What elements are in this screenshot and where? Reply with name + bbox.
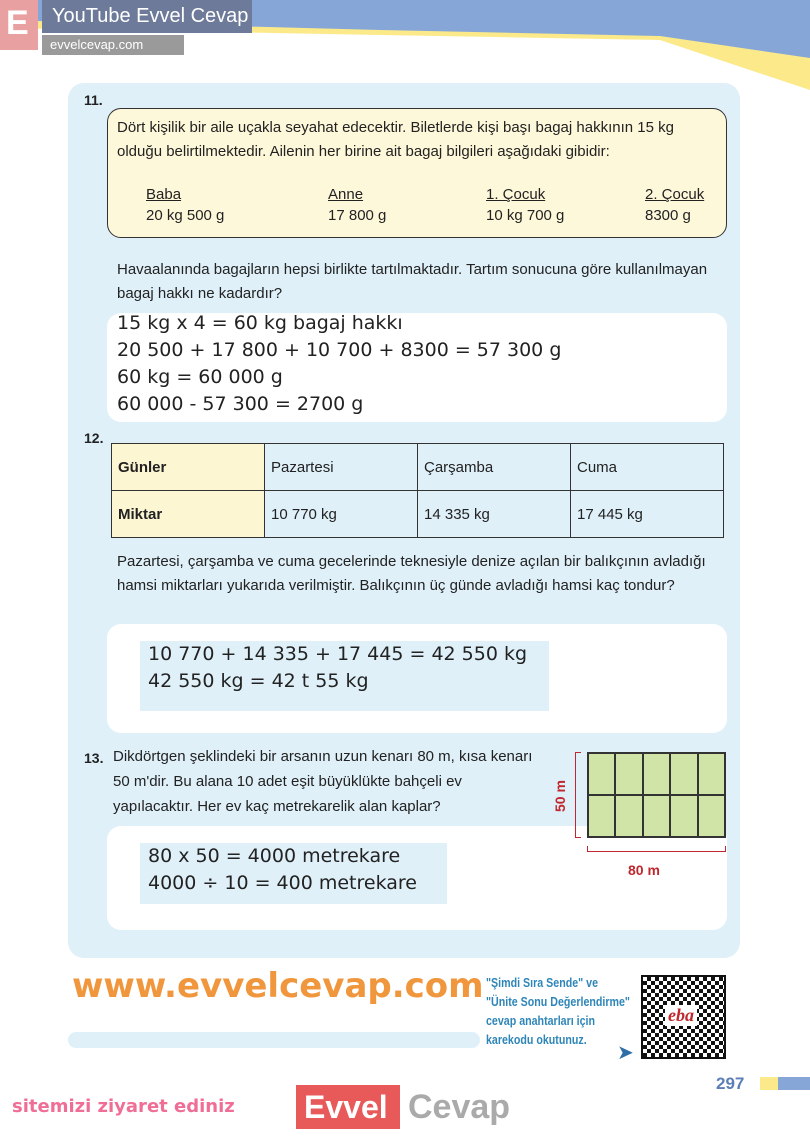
house-plot-cell xyxy=(615,795,642,837)
channel-label: YouTube Evvel Cevap xyxy=(42,0,252,33)
table-row: Günler Pazartesi Çarşamba Cuma xyxy=(112,444,724,491)
answer-text: 80 x 50 = 4000 metrekare 4000 ÷ 10 = 400 metrekare xyxy=(148,845,417,894)
arrow-right-icon: ➤ xyxy=(617,1042,634,1064)
site-label: evvelcevap.com xyxy=(42,35,184,55)
house-plot-cell xyxy=(698,795,725,837)
watermark-text: sitemizi ziyaret ediniz xyxy=(12,1096,235,1117)
page-number: 297 xyxy=(716,1074,745,1093)
logo-e-icon: E xyxy=(0,0,38,50)
house-plot-cell xyxy=(588,753,615,795)
answer-text: 15 kg x 4 = 60 kg bagaj hakkı 20 500 + 17 800 + 10 700 + 8300 = 57 300 g 60 kg = 60 000 g 60 000 - 57 300 = 2700 g xyxy=(117,312,562,415)
catch-table xyxy=(111,443,724,538)
height-label: 50 m xyxy=(552,780,568,812)
question-number: 13. xyxy=(84,750,104,766)
watermark-url: www.evvelcevap.com xyxy=(72,966,484,1006)
baggage-item: Anne 17 800 g xyxy=(328,186,387,224)
question-number: 12. xyxy=(84,430,104,446)
house-plot-cell xyxy=(698,753,725,795)
height-bracket xyxy=(575,752,581,838)
width-label: 80 m xyxy=(628,862,660,878)
question-text: Pazartesi, çarşamba ve cuma gecelerinde teknesiyle denize açılan bir balıkçının avladığı hamsi miktarları yukarıda verilmiştir. Balıkçının üç günde avladığı hamsi kaç tondur? xyxy=(117,553,706,594)
house-plot-cell xyxy=(670,795,697,837)
qr-code-icon[interactable]: eba xyxy=(641,975,726,1059)
baggage-item: 1. Çocuk 10 kg 700 g xyxy=(486,186,565,224)
house-plot-cell xyxy=(670,753,697,795)
width-bracket xyxy=(587,846,726,852)
qr-note: "Şimdi Sıra Sende" ve "Ünite Sonu Değerlendirme" cevap anahtarları için karekodu okutunuz. xyxy=(486,975,630,1047)
page-marker-blue xyxy=(778,1077,810,1090)
footer-logo-cevap: Cevap xyxy=(408,1088,511,1126)
house-plot-cell xyxy=(643,795,670,837)
question-text: Havaalanında bagajların hepsi birlikte tartılmaktadır. Tartım sonucuna göre kullanılmayan bagaj hakkı ne kadardır? xyxy=(117,261,708,302)
answer-text: 10 770 + 14 335 + 17 445 = 42 550 kg 42 550 kg = 42 t 55 kg xyxy=(148,643,528,692)
footer-bar xyxy=(68,1032,480,1048)
land-plot-figure xyxy=(587,752,726,838)
baggage-item: 2. Çocuk 8300 g xyxy=(645,186,705,224)
page-marker-yellow xyxy=(760,1077,778,1090)
question-number: 11. xyxy=(84,92,103,108)
footer-logo-evvel: Evvel xyxy=(296,1085,400,1129)
baggage-item: Baba 20 kg 500 g xyxy=(146,186,225,224)
house-plot-cell xyxy=(588,795,615,837)
house-plot-cell xyxy=(643,753,670,795)
house-plot-cell xyxy=(615,753,642,795)
question-intro: Dört kişilik bir aile uçakla seyahat edecektir. Biletlerde kişi başı bagaj hakkının 15 kg olduğu belirtilmektedir. Ailenin her birine ait bagaj bilgileri aşağıdaki gibidir: xyxy=(117,119,674,160)
question-text: Dikdörtgen şeklindeki bir arsanın uzun kenarı 80 m, kısa kenarı 50 m'dir. Bu alana 10 adet eşit büyüklükte bahçeli ev yapılacaktır. Her ev kaç metrekarelik alan kaplar? xyxy=(113,748,533,815)
table-row: Miktar 10 770 kg 14 335 kg 17 445 kg xyxy=(112,491,724,538)
